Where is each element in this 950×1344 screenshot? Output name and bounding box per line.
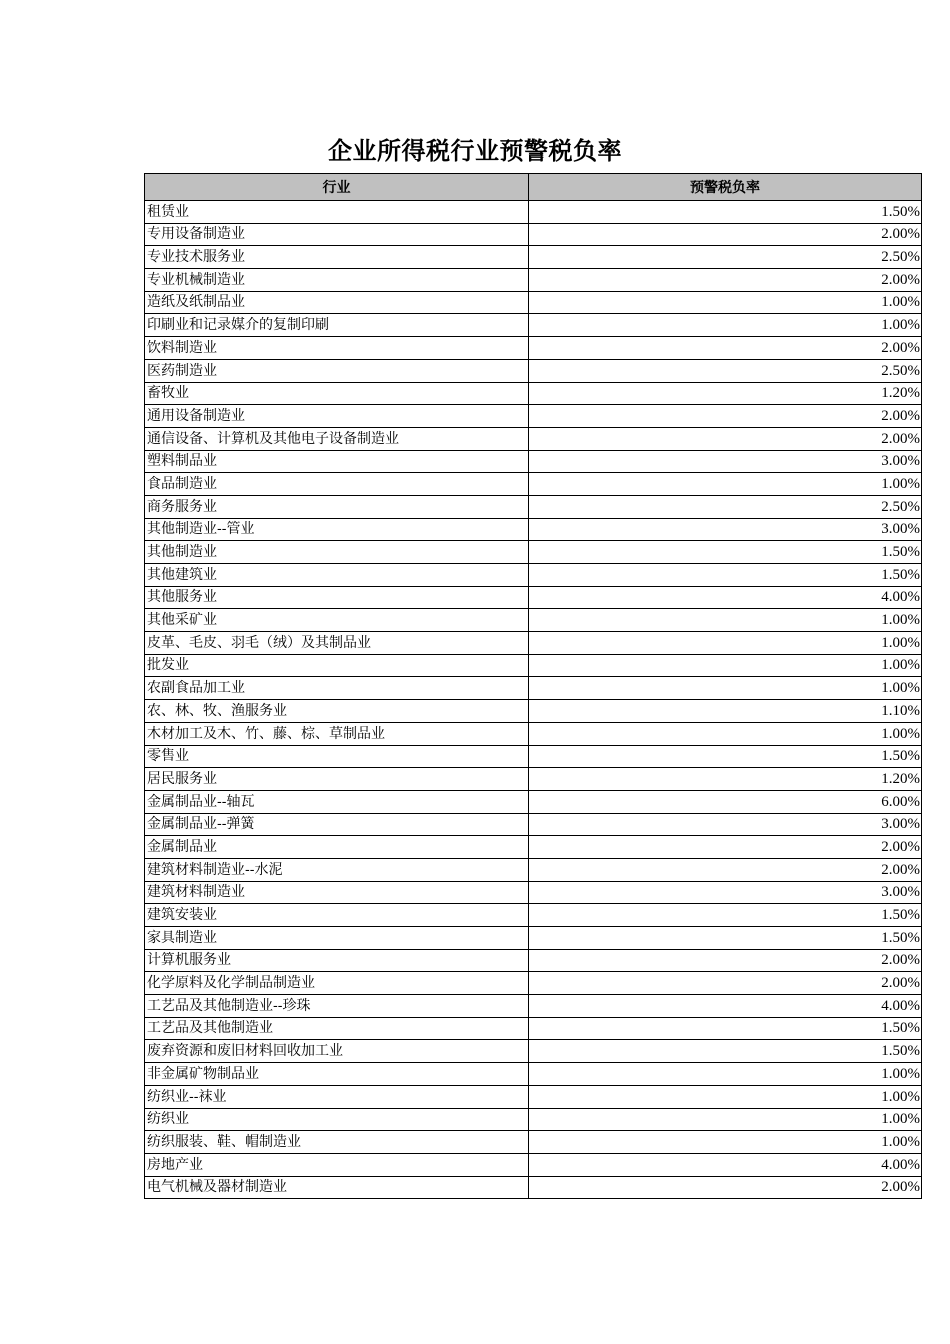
industry-cell: 塑料制品业	[145, 450, 529, 473]
industry-cell: 工艺品及其他制造业--珍珠	[145, 995, 529, 1018]
table-row	[145, 768, 922, 791]
table-row	[145, 427, 922, 450]
warning-rate-cell: 1.20%	[529, 382, 922, 405]
tax-rate-table	[144, 173, 922, 1199]
table-row	[145, 722, 922, 745]
warning-rate-cell: 6.00%	[529, 790, 922, 813]
industry-cell: 废弃资源和废旧材料回收加工业	[145, 1040, 529, 1063]
warning-rate-cell: 1.50%	[529, 745, 922, 768]
table-row	[145, 1040, 922, 1063]
table-row	[145, 1063, 922, 1086]
table-row	[145, 473, 922, 496]
industry-cell: 工艺品及其他制造业	[145, 1017, 529, 1040]
table-row	[145, 1108, 922, 1131]
warning-rate-cell: 1.50%	[529, 1017, 922, 1040]
warning-rate-cell: 3.00%	[529, 813, 922, 836]
page-title: 企业所得税行业预警税负率	[328, 136, 622, 165]
warning-rate-cell: 2.00%	[529, 1176, 922, 1199]
table-row	[145, 995, 922, 1018]
industry-cell: 其他建筑业	[145, 564, 529, 587]
warning-rate-cell: 3.00%	[529, 450, 922, 473]
table-row	[145, 495, 922, 518]
table-row	[145, 314, 922, 337]
industry-cell: 其他制造业--管业	[145, 518, 529, 541]
industry-cell: 房地产业	[145, 1153, 529, 1176]
warning-rate-cell: 2.00%	[529, 836, 922, 859]
warning-rate-cell: 2.00%	[529, 972, 922, 995]
table-row	[145, 291, 922, 314]
warning-rate-cell: 3.00%	[529, 518, 922, 541]
table-row	[145, 201, 922, 224]
warning-rate-cell: 2.00%	[529, 223, 922, 246]
industry-cell: 皮革、毛皮、羽毛（绒）及其制品业	[145, 632, 529, 655]
table-row	[145, 223, 922, 246]
table-body	[145, 201, 922, 1199]
warning-rate-cell: 2.00%	[529, 858, 922, 881]
industry-cell: 食品制造业	[145, 473, 529, 496]
warning-rate-cell: 1.00%	[529, 677, 922, 700]
table-row	[145, 972, 922, 995]
warning-rate-cell: 3.00%	[529, 881, 922, 904]
table-row	[145, 1153, 922, 1176]
warning-rate-cell: 1.00%	[529, 291, 922, 314]
table-row	[145, 1131, 922, 1154]
industry-cell: 农副食品加工业	[145, 677, 529, 700]
table-row	[145, 813, 922, 836]
warning-rate-cell: 1.00%	[529, 1063, 922, 1086]
column-header-industry: 行业	[145, 174, 529, 201]
industry-cell: 纺织业	[145, 1108, 529, 1131]
industry-cell: 居民服务业	[145, 768, 529, 791]
industry-cell: 木材加工及木、竹、藤、棕、草制品业	[145, 722, 529, 745]
industry-cell: 建筑材料制造业	[145, 881, 529, 904]
industry-cell: 畜牧业	[145, 382, 529, 405]
industry-cell: 金属制品业	[145, 836, 529, 859]
warning-rate-cell: 1.50%	[529, 564, 922, 587]
warning-rate-cell: 1.00%	[529, 654, 922, 677]
table-row	[145, 654, 922, 677]
warning-rate-cell: 2.00%	[529, 269, 922, 292]
industry-cell: 建筑安装业	[145, 904, 529, 927]
table-row	[145, 382, 922, 405]
industry-cell: 纺织业--袜业	[145, 1085, 529, 1108]
table-row	[145, 359, 922, 382]
warning-rate-cell: 1.50%	[529, 927, 922, 950]
table-row	[145, 790, 922, 813]
industry-cell: 金属制品业--弹簧	[145, 813, 529, 836]
industry-cell: 造纸及纸制品业	[145, 291, 529, 314]
industry-cell: 建筑材料制造业--水泥	[145, 858, 529, 881]
warning-rate-cell: 2.00%	[529, 337, 922, 360]
industry-cell: 通用设备制造业	[145, 405, 529, 428]
industry-cell: 通信设备、计算机及其他电子设备制造业	[145, 427, 529, 450]
industry-cell: 零售业	[145, 745, 529, 768]
column-header-warning-rate: 预警税负率	[529, 174, 922, 201]
industry-cell: 批发业	[145, 654, 529, 677]
table-row	[145, 858, 922, 881]
table-row	[145, 269, 922, 292]
table-row	[145, 1085, 922, 1108]
warning-rate-cell: 1.50%	[529, 201, 922, 224]
industry-cell: 医药制造业	[145, 359, 529, 382]
table-row	[145, 700, 922, 723]
warning-rate-cell: 1.10%	[529, 700, 922, 723]
industry-cell: 专用设备制造业	[145, 223, 529, 246]
table-row	[145, 904, 922, 927]
warning-rate-cell: 1.50%	[529, 904, 922, 927]
warning-rate-cell: 4.00%	[529, 1153, 922, 1176]
industry-cell: 专业机械制造业	[145, 269, 529, 292]
warning-rate-cell: 1.50%	[529, 1040, 922, 1063]
table-row	[145, 836, 922, 859]
warning-rate-cell: 1.00%	[529, 722, 922, 745]
industry-cell: 金属制品业--轴瓦	[145, 790, 529, 813]
table-row	[145, 1017, 922, 1040]
table-row	[145, 541, 922, 564]
warning-rate-cell: 2.50%	[529, 246, 922, 269]
table-row	[145, 949, 922, 972]
table-row	[145, 586, 922, 609]
industry-cell: 纺织服装、鞋、帽制造业	[145, 1131, 529, 1154]
industry-cell: 其他服务业	[145, 586, 529, 609]
warning-rate-cell: 1.00%	[529, 473, 922, 496]
table-row	[145, 745, 922, 768]
table-row	[145, 405, 922, 428]
warning-rate-cell: 2.00%	[529, 949, 922, 972]
warning-rate-cell: 1.00%	[529, 632, 922, 655]
warning-rate-cell: 1.50%	[529, 541, 922, 564]
industry-cell: 家具制造业	[145, 927, 529, 950]
warning-rate-cell: 2.50%	[529, 359, 922, 382]
industry-cell: 商务服务业	[145, 495, 529, 518]
industry-cell: 化学原料及化学制品制造业	[145, 972, 529, 995]
industry-cell: 租赁业	[145, 201, 529, 224]
warning-rate-cell: 1.00%	[529, 609, 922, 632]
table-row	[145, 677, 922, 700]
warning-rate-cell: 1.00%	[529, 314, 922, 337]
table-row	[145, 564, 922, 587]
table-row	[145, 609, 922, 632]
warning-rate-cell: 1.00%	[529, 1131, 922, 1154]
industry-cell: 其他制造业	[145, 541, 529, 564]
industry-cell: 专业技术服务业	[145, 246, 529, 269]
warning-rate-cell: 2.50%	[529, 495, 922, 518]
industry-cell: 其他采矿业	[145, 609, 529, 632]
industry-cell: 饮料制造业	[145, 337, 529, 360]
warning-rate-cell: 2.00%	[529, 405, 922, 428]
table-header-row	[145, 174, 922, 201]
table-row	[145, 337, 922, 360]
table-row	[145, 881, 922, 904]
warning-rate-cell: 4.00%	[529, 995, 922, 1018]
table-row	[145, 927, 922, 950]
warning-rate-cell: 1.00%	[529, 1085, 922, 1108]
industry-cell: 非金属矿物制品业	[145, 1063, 529, 1086]
table-row	[145, 246, 922, 269]
table-row	[145, 1176, 922, 1199]
warning-rate-cell: 2.00%	[529, 427, 922, 450]
warning-rate-cell: 1.20%	[529, 768, 922, 791]
industry-cell: 电气机械及器材制造业	[145, 1176, 529, 1199]
table-row	[145, 518, 922, 541]
warning-rate-cell: 1.00%	[529, 1108, 922, 1131]
table-row	[145, 450, 922, 473]
table-row	[145, 632, 922, 655]
industry-cell: 计算机服务业	[145, 949, 529, 972]
warning-rate-cell: 4.00%	[529, 586, 922, 609]
industry-cell: 印刷业和记录媒介的复制印刷	[145, 314, 529, 337]
industry-cell: 农、林、牧、渔服务业	[145, 700, 529, 723]
